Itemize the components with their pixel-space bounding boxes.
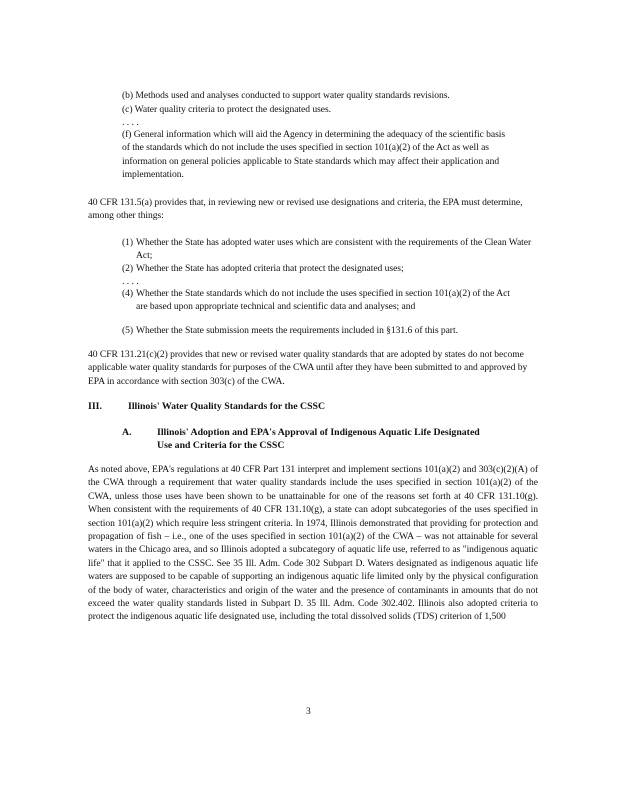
list-item-c: (c) Water quality criteria to protect the designated uses. (122, 104, 331, 115)
ellipsis: . . . . (122, 276, 139, 287)
list-number: (1) (122, 237, 134, 248)
body-paragraph: As noted above, EPA's regulations at 40 CFR Part 131 interpret and implement sections 101(a)(2) and 303(c)(2)(A) of the CWA through a requirement that water quality standards include the uses specified in section 101(a)(2) of the CWA, unless those uses have been shown to be unattainable for one of the reasons set forth at 40 CFR 131.10(g). When consistent with the requirements of 40 CFR 131.10(g), a state can adopt subcategories of the uses specified in section 101(a)(2) which require less stringent criteria. In 1974, Illinois demonstrated that providing for protection and propagation of fish – i.e., one of the uses specified in section 101(a)(2) of the CWA – was not attainable for several waters in the Chicago area, and so Illinois adopted a subcategory of aquatic life use, referred to as "indigenous aquatic life" that it applied to the CSSC. See 35 Ill. Adm. Code 302 Subpart D. Waters designated as indigenous aquatic life waters are supposed to be capable of supporting an indigenous aquatic life limited only by the physical configuration of the body of water, characteristics and origin of the water and the presence of contaminants in amounts that do not exceed the water quality standards listed in Subpart D. 35 Ill. Adm. Code 302.402. Illinois also adopted criteria to protect the indigenous aquatic life designated use, including the total dissolved solids (TDS) criterion of 1,500 (88, 464, 538, 623)
list-number: (2) (122, 263, 134, 274)
list-number: (4) (122, 288, 134, 299)
list-text: Whether the State has adopted water uses which are consistent with the requirements of the Clean Water Act; (136, 237, 532, 262)
list-number: (5) (122, 325, 134, 336)
section-number: III. (88, 401, 102, 412)
list-text: Whether the State submission meets the requirements included in §131.6 of this part. (136, 325, 458, 336)
section-heading (88, 400, 538, 413)
section-title: Illinois' Water Quality Standards for the CSSC (128, 401, 326, 412)
sub-heading-number: A. (122, 427, 132, 438)
paragraph-131-21: 40 CFR 131.21(c)(2) provides that new or revised water quality standards that are adopted by states do not become applicable water quality standards for purposes of the CWA until after they have been submitted to and approved by EPA in accordance with section 303(c) of the CWA. (88, 349, 528, 387)
list-text: Whether the State has adopted criteria that protect the designated uses; (136, 263, 404, 274)
sub-heading (122, 426, 487, 453)
review-list-item-1 (122, 236, 538, 263)
page-number: 3 (306, 706, 311, 717)
list-text: Whether the State standards which do not include the uses specified in section 101(a)(2) of the Act are based upon appropriate technical and scientific data and analyses; and (136, 288, 510, 313)
paragraph-131-5: 40 CFR 131.5(a) provides that, in reviewing new or revised use designations and criteria, the EPA must determine, among other things: (88, 197, 523, 222)
sub-heading-title: Illinois' Adoption and EPA's Approval of Indigenous Aquatic Life Designated Use and Criteria for the CSSC (157, 427, 480, 452)
ellipsis: . . . . (122, 117, 139, 128)
list-item-b: (b) Methods used and analyses conducted to support water quality standards revisions. (122, 90, 450, 101)
review-list-item-5 (122, 324, 552, 337)
list-item-f: (f) General information which will aid the Agency in determining the adequacy of the scientific basis of the standards which do not include the uses specified in section 101(a)(2) of the Act as well as information on general policies applicable to State standards which may affect their application and implementation. (122, 129, 506, 181)
review-list-item-4 (122, 287, 518, 314)
review-list-item-2 (122, 262, 538, 275)
